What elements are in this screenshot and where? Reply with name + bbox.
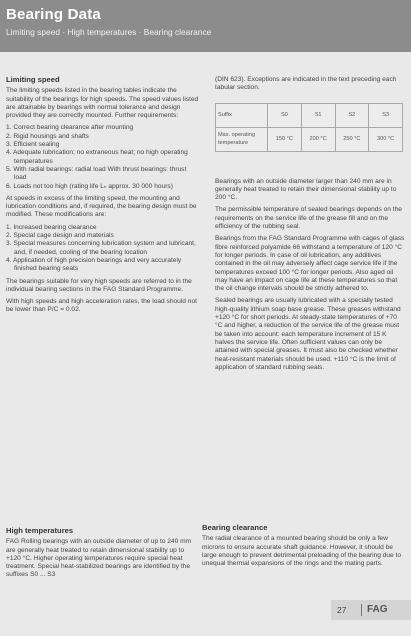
- limiting-speed-intro: The limiting speeds listed in the bearing tables indicate the suitability of the bearings for high speeds. The speed values listed are attainable by bearings with normal tolerance and design provided they are correctly mounted. Further requirements:: [6, 87, 199, 120]
- modification-item: 1. Increased bearing clearance: [6, 223, 97, 231]
- high-temperatures-section: [6, 527, 200, 584]
- temp-cell: 200 °C: [301, 127, 335, 151]
- temp-label-cell: Max. operating temperature: [216, 127, 268, 151]
- page-title: Bearing Data: [6, 6, 101, 23]
- high-temperatures-text: FAG Rolling bearings with an outside diameter of up to 240 mm are generally heat treated to retain dimensional stability up to +120 °C. Higher operating temperatures require special heat treatment. Special heat-stabilized bearings are identified by the suffixes S0 ... S3: [6, 538, 192, 579]
- modification-item: 2. Special cage design and materials: [6, 232, 114, 240]
- suffix-cell: S3: [369, 103, 403, 127]
- modification-item: 4. Application of high precision bearings and very accurately finished bearing seats: [6, 256, 182, 273]
- table-row: [216, 127, 403, 151]
- suffix-cell: S0: [268, 103, 302, 127]
- grease-text: Sealed bearings are usually lubricated with a specially tested high-quality lithium soap base grease. These greases withstand +120 °C for short periods. At steady-state temperatures of +70 °C and higher, a reduction of the service life of the grease must be taken into account: each temperature increment of 15 K halves the service life. Often sufficient values can only be attained with special greases. It must also be checked whether heat-resistant materials should be used. +110 °C is the limit of application of standard rubbing seals.: [215, 297, 401, 371]
- bearing-clearance-heading: Bearing clearance: [202, 523, 268, 532]
- page-footer: [331, 600, 411, 620]
- right-column: [215, 76, 405, 376]
- requirement-item: 4. Adequate lubrication; no extraneous heat; no high operating temperatures: [6, 149, 188, 165]
- cage-temperature-text: Bearings from the FAG Standard Programme with cages of glass fibre reinforced polyamide 66 withstand a temperature of 120 °C for longer periods. In case of oil lubrication, any additives contained in the oil may adversely affect cage service life if the temperatures exceed 100 °C for longer periods. Also aged oil may have an impact on cage life at these temperatures so that the oil change intervals should be strictly adhered to.: [215, 235, 405, 293]
- modifications-list: [6, 224, 200, 274]
- table-row: [216, 103, 403, 127]
- suffix-temperature-table: [215, 103, 403, 152]
- modification-item: 3. Special measures concerning lubrication system and lubricant, and, if needed, cooling of the bearing location: [6, 240, 196, 256]
- bearing-clearance-text: The radial clearance of a mounted bearing should be only a few microns to ensure accurate shaft guidance. However, it should be large enough to prevent detrimental preloading of the bearing due to unequal thermal expansions of the rings and the mating parts.: [202, 535, 402, 568]
- requirement-item: 2. Rigid housings and shafts: [6, 132, 89, 140]
- requirement-item: 1. Correct bearing clearance after mounting: [6, 124, 134, 132]
- temp-cell: 150 °C: [268, 127, 302, 151]
- sealed-bearings-temp-text: The permissible temperature of sealed bearings depends on the requirements on the service life of the grease fill and on the efficiency of the rubbing seal.: [215, 206, 402, 231]
- page-header: [0, 0, 411, 52]
- requirement-item: 6. Loads not too high (rating life Lₕ approx. 30 000 hours): [6, 182, 173, 190]
- footer-divider: [361, 604, 362, 616]
- suffix-cell: S2: [335, 103, 369, 127]
- limiting-speed-heading: Limiting speed: [6, 75, 60, 84]
- suitable-bearings-text: The bearings suitable for very high speeds are referred to in the individual bearing sections in the FAG Standard Programme.: [6, 277, 192, 293]
- page-subtitle: Limiting speed · High temperatures · Bearing clearance: [6, 27, 212, 37]
- high-temperatures-heading: High temperatures: [6, 526, 74, 535]
- requirement-item: 3. Efficient sealing: [6, 141, 60, 149]
- requirement-item: 5. With radial bearings: radial load With thrust bearings: thrust load: [6, 165, 187, 182]
- requirements-list: [6, 124, 200, 190]
- page-number: 27: [337, 605, 347, 615]
- excess-speed-text: At speeds in excess of the limiting speed, the mounting and lubrication conditions and, if required, the bearing design must be modified. These modifications are:: [6, 194, 197, 219]
- outside-diameter-text: Bearings with an outside diameter larger than 240 mm are in generally heat treated to retain their dimensional stability up to 200 °C.: [215, 177, 397, 202]
- suffix-label-cell: Suffix: [216, 103, 268, 127]
- bearing-clearance-section: [202, 524, 402, 572]
- din-text: (DIN 623). Exceptions are indicated in the text preceding each tabular section.: [215, 76, 397, 92]
- temp-cell: 250 °C: [335, 127, 369, 151]
- suffix-cell: S1: [301, 103, 335, 127]
- fag-logo: FAG: [367, 604, 388, 615]
- acceleration-text: With high speeds and high acceleration rates, the load should not be lower than P/C = 0.02.: [6, 298, 197, 314]
- temp-cell: 300 °C: [369, 127, 403, 151]
- limiting-speed-section: [6, 76, 200, 319]
